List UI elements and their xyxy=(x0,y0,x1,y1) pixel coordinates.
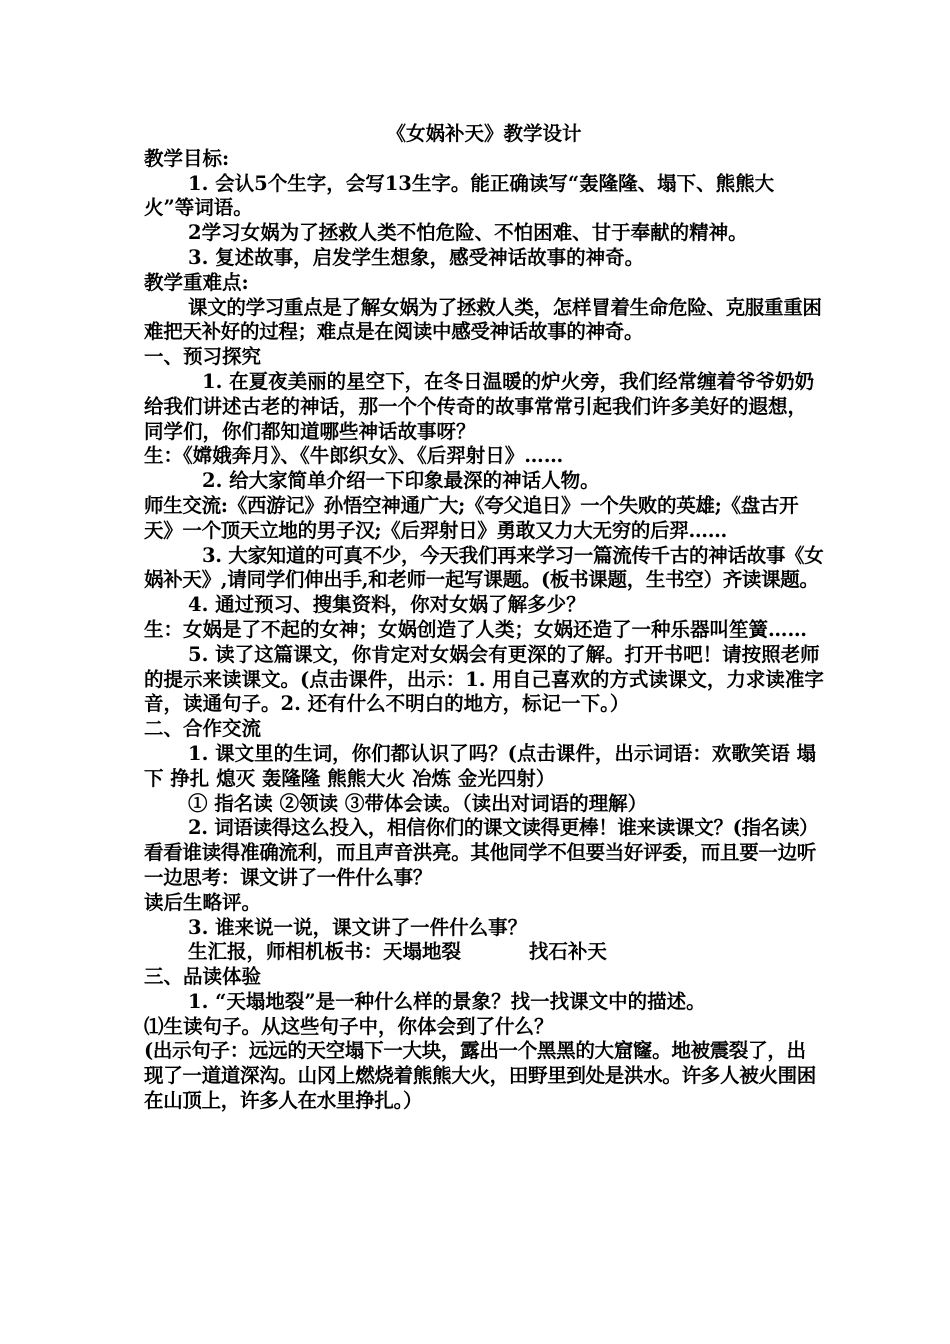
document-page xyxy=(144,122,824,1114)
heading-teaching-goals: 教学目标: xyxy=(144,146,230,170)
key-points-text: 课文的学习重点是了解女娲为了拯救人类，怎样冒着生命危险、克服重重困难把天补好的过程；难点是在阅读中感受神话故事的神奇。 xyxy=(144,295,822,344)
goal-2: 2学习女娲为了拯救人类不怕危险、不怕困难、甘于奉献的精神。 xyxy=(188,221,748,245)
step-1-4: 4. 通过预习、搜集资料，你对女娲了解多少？ xyxy=(188,593,586,617)
step-2-2: 2. 词语读得这么投入，相信你们的课文读得更棒！谁来读课文？(指名读）看看谁读得准确流利，而且声音洪亮。其他同学不但要当好评委，而且要一边听一边思考：课文讲了一件什么事？ xyxy=(144,816,819,889)
reading-methods: ① 指名读 ②领读 ③带体会读。（读出对词语的理解） xyxy=(188,791,648,815)
goal-1: 1. 会认5个生字，会写13生字。能正确读写“轰隆隆、塌下、熊熊大火”等词语。 xyxy=(144,171,775,220)
step-1-2: 2. 给大家简单介绍一下印象最深的神话人物。 xyxy=(202,469,600,493)
student-answer-2: 生：女娲是了不起的女神；女娲创造了人类；女娲还造了一种乐器叫笙簧…… xyxy=(144,617,808,641)
section-heading-3: 三、品读体验 xyxy=(144,965,262,989)
after-reading-note: 读后生略评。 xyxy=(144,890,262,914)
goal-3: 3. 复述故事，启发学生想象，感受神话故事的神奇。 xyxy=(188,245,645,269)
section-heading-2: 二、合作交流 xyxy=(144,717,262,741)
step-2-1: 1. 课文里的生词，你们都认识了吗？(点击课件，出示词语：欢歌笑语 塌下 挣扎 熄灭 轰隆隆 熊熊大火 冶炼 金光四射） xyxy=(144,741,817,790)
step-1-5: 5. 读了这篇课文，你肯定对女娲会有更深的了解。打开书吧！请按照老师的提示来读课文。(点击课件，出示：1. 用自己喜欢的方式读课文，力求读准字音，读通句子。2. 还有什么不明白的地方，标记一下。） xyxy=(144,642,824,716)
step-1-3: 3. 大家知道的可真不少，今天我们再来学习一篇流传千古的神话故事《女娲补天》,请同学们伸出手,和老师一起写课题。(板书课题，生书空）齐读课题。 xyxy=(144,543,824,592)
teacher-student-exchange: 师生交流:《西游记》孙悟空神通广大;《夸父追日》一个失败的英雄;《盘古开天》一个顶天立地的男子汉;《后羿射日》勇敢又力大无穷的后羿…… xyxy=(144,493,799,542)
heading-key-points: 教学重难点: xyxy=(144,270,249,294)
student-answer-1: 生：《嫦娥奔月》、《牛郎织女》、《后羿射日》…… xyxy=(144,444,564,468)
step-1-1: 1. 在夏夜美丽的星空下，在冬日温暖的炉火旁，我们经常缠着爷爷奶奶给我们讲述古老的神话，那一个个传奇的故事常常引起我们许多美好的遐想，同学们，你们都知道哪些神话故事呀？ xyxy=(144,369,815,443)
section-heading-1: 一、预习探究 xyxy=(144,345,262,369)
step-2-3: 3. 谁来说一说，课文讲了一件什么事？ xyxy=(188,915,528,939)
step-3-1-sub: ⑴生读句子。从这些句子中，你体会到了什么？ xyxy=(144,1014,554,1038)
blackboard-note: 生汇报，师相机板书：天塌地裂 找石补天 xyxy=(188,940,607,964)
step-3-1: 1. “天塌地裂”是一种什么样的景象？找一找课文中的描述。 xyxy=(188,989,706,1013)
shown-sentences: (出示句子：远远的天空塌下一大块，露出一个黑黑的大窟窿。地被震裂了，出现了一道道深沟。山冈上燃烧着熊熊大火，田野里到处是洪水。许多人被火围困在山顶上，许多人在水里挣扎。） xyxy=(144,1039,817,1113)
document-title: 《女娲补天》教学设计 xyxy=(386,122,582,145)
